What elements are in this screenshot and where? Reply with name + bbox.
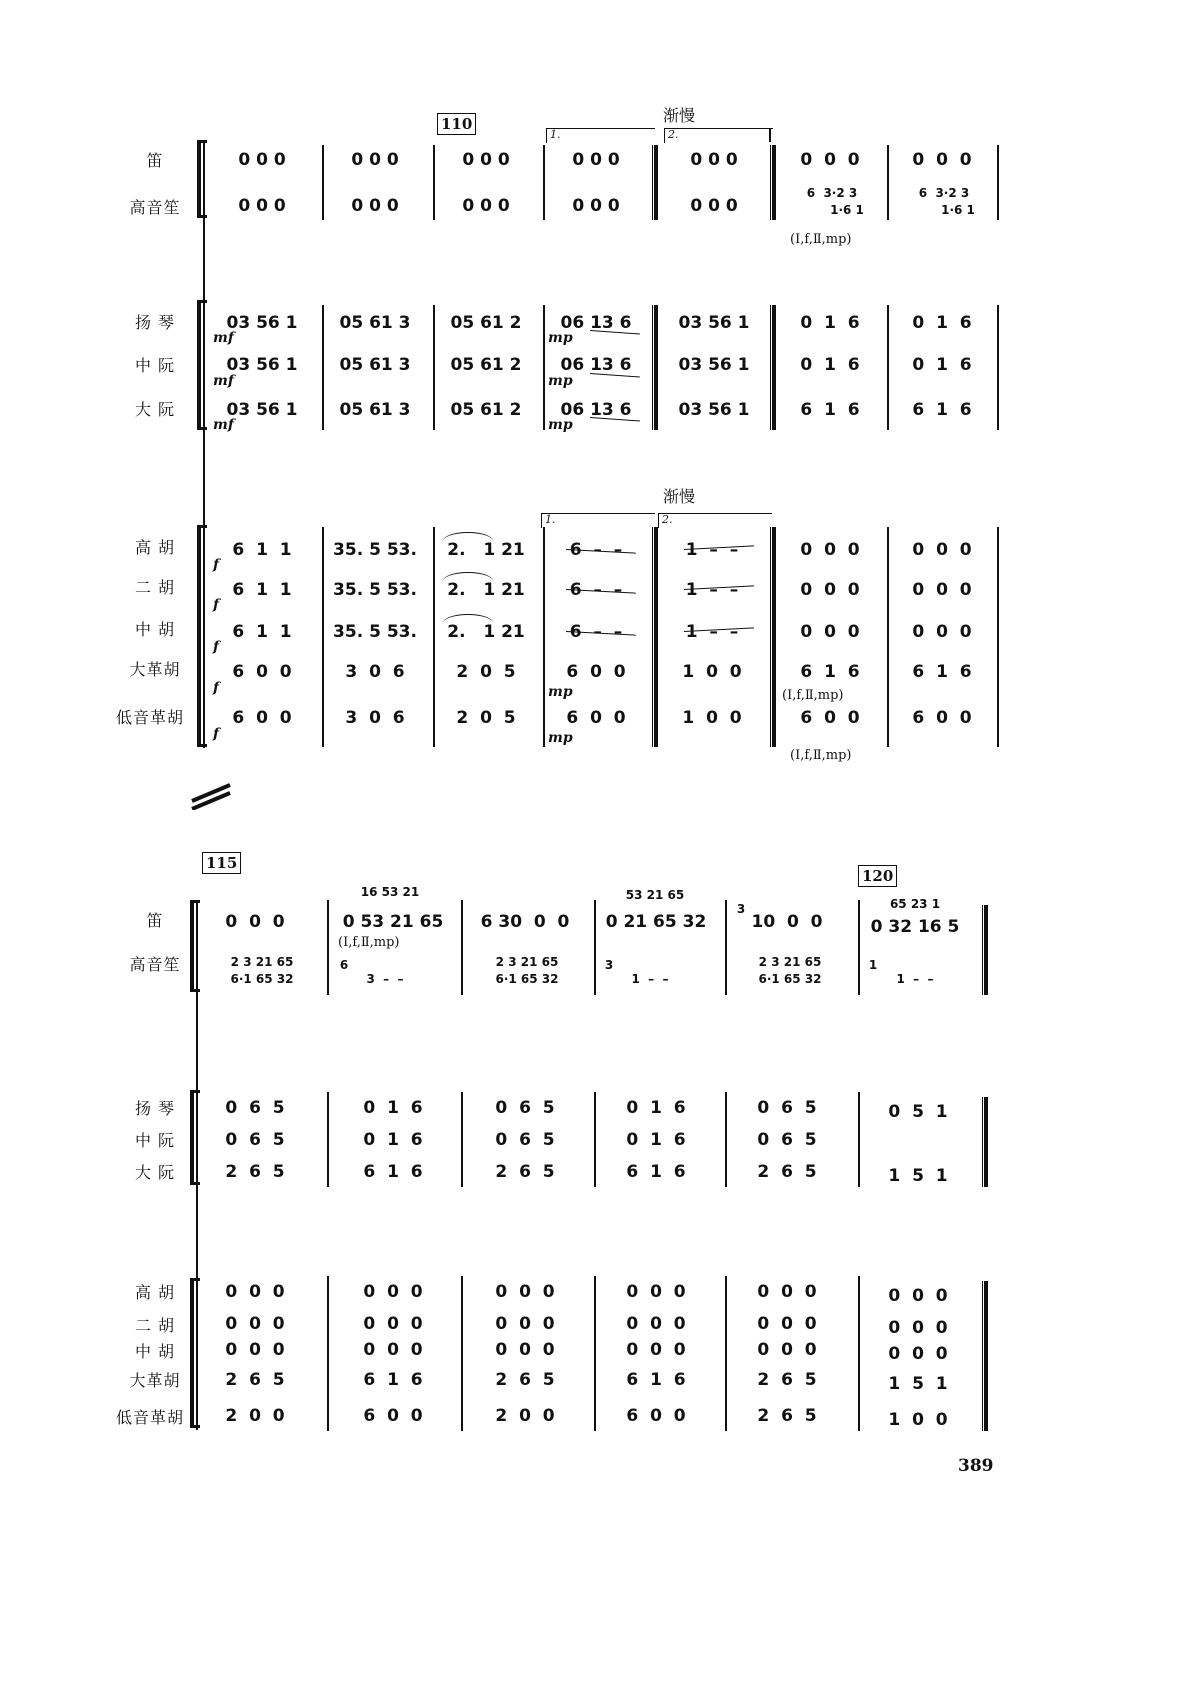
dynamic-mf: mf — [213, 373, 234, 389]
dynamic-f: f — [213, 639, 220, 655]
volta-second-ending: 2. — [664, 128, 773, 143]
measure-zhonghu-117: 0 0 0 — [495, 1340, 555, 1360]
label-gaohu: 高 胡 — [134, 1283, 176, 1302]
measure-diyingehu-4: 6 0 0 — [566, 708, 626, 728]
measure-zhonghu-116: 0 0 0 — [363, 1340, 423, 1360]
label-gaohu: 高 胡 — [134, 538, 176, 557]
system-separator — [190, 775, 240, 810]
measure-gaohu-119: 0 0 0 — [757, 1282, 817, 1302]
measure-sheng-119: 6·1 65 32 — [758, 972, 822, 986]
rehearsal-mark-110: 110 — [437, 113, 476, 135]
measure-daruan-120: 1 5 1 — [888, 1166, 948, 1186]
measure-sheng-top-120: 1 — [868, 958, 878, 972]
double-barline — [770, 305, 776, 430]
measure-di-118: 0 21 65 32 — [605, 912, 707, 932]
measure-dagehu-115: 2 6 5 — [225, 1370, 285, 1390]
measure-yangqin-119: 0 6 5 — [757, 1098, 817, 1118]
measure-zhonghu-4: 6 – – — [569, 622, 623, 642]
measure-gaohu-117: 0 0 0 — [495, 1282, 555, 1302]
measure-sheng-top-118: 3 — [604, 958, 614, 972]
double-barline — [770, 527, 776, 747]
measure-zhongruan-116: 0 1 6 — [363, 1130, 423, 1150]
barline — [887, 145, 889, 220]
measure-zhonghu-118: 0 0 0 — [626, 1340, 686, 1360]
barline — [858, 1276, 860, 1431]
measure-daruan-2: 05 61 3 — [339, 400, 411, 420]
barline — [725, 1276, 727, 1431]
measure-erhu-1: 6 1 1 — [232, 580, 292, 600]
measure-di-1: 0 0 0 — [238, 150, 286, 170]
measure-di-3: 0 0 0 — [462, 150, 510, 170]
label-daruan: 大 阮 — [134, 1163, 176, 1182]
measure-di-6: 0 0 0 — [800, 150, 860, 170]
barline — [594, 1092, 596, 1187]
measure-zhongruan-1: 03 56 1 — [226, 355, 298, 375]
measure-sheng-7-low: 1·6 1 — [941, 203, 975, 217]
label-dagehu: 大革胡 — [129, 660, 181, 679]
measure-di-117: 6 30 0 0 — [480, 912, 570, 932]
group-bracket-winds — [197, 140, 207, 218]
measure-erhu-2: 35. 5 53. — [333, 580, 417, 600]
barline — [327, 900, 329, 995]
measure-zhonghu-1: 6 1 1 — [232, 622, 292, 642]
dynamic-mp: mp — [548, 330, 573, 346]
dynamic-mf: mf — [213, 417, 234, 433]
measure-yangqin-118: 0 1 6 — [626, 1098, 686, 1118]
measure-sheng-top-119: 2 3 21 65 — [758, 955, 822, 969]
measure-sheng-1: 0 0 0 — [238, 196, 286, 216]
measure-zhongruan-5: 03 56 1 — [678, 355, 750, 375]
rehearsal-mark-115: 115 — [202, 852, 241, 874]
measure-di-top-118: 53 21 65 — [625, 888, 685, 902]
final-barline — [982, 905, 988, 995]
barline — [433, 527, 435, 747]
barline — [461, 1276, 463, 1431]
volta-end-line — [769, 128, 771, 142]
group-bracket-winds — [190, 900, 200, 992]
barline — [327, 1276, 329, 1431]
barline — [997, 527, 999, 747]
measure-di-7: 0 0 0 — [912, 150, 972, 170]
measure-sheng-7: 6 3·2 3 — [918, 186, 970, 200]
label-di: 笛 — [146, 911, 164, 930]
measure-yangqin-2: 05 61 3 — [339, 313, 411, 333]
barline — [887, 527, 889, 747]
measure-diyingehu-6: 6 0 0 — [800, 708, 860, 728]
dynamic-f: f — [213, 726, 220, 742]
double-barline — [770, 145, 776, 220]
measure-diyingehu-2: 3 0 6 — [345, 708, 405, 728]
measure-daruan-3: 05 61 2 — [450, 400, 522, 420]
measure-zhonghu-3: 2. 1 21 — [447, 622, 525, 642]
label-zhonghu: 中 胡 — [134, 1342, 176, 1361]
measure-zhongruan-2: 05 61 3 — [339, 355, 411, 375]
dynamic-annotation: (Ⅰ,f,Ⅱ,mp) — [338, 935, 400, 950]
measure-daruan-119: 2 6 5 — [757, 1162, 817, 1182]
measure-yangqin-117: 0 6 5 — [495, 1098, 555, 1118]
measure-dagehu-3: 2 0 5 — [456, 662, 516, 682]
measure-di-5: 0 0 0 — [690, 150, 738, 170]
measure-zhonghu-119: 0 0 0 — [757, 1340, 817, 1360]
barline — [543, 305, 545, 430]
measure-zhonghu-2: 35. 5 53. — [333, 622, 417, 642]
dynamic-mp: mp — [548, 730, 573, 746]
label-diyingehu: 低音革胡 — [115, 1408, 184, 1427]
measure-gaohu-115: 0 0 0 — [225, 1282, 285, 1302]
label-dagehu: 大革胡 — [129, 1371, 181, 1390]
measure-yangqin-120: 0 5 1 — [888, 1102, 948, 1122]
measure-daruan-4: 06 13 6 — [560, 400, 632, 420]
measure-yangqin-7: 0 1 6 — [912, 313, 972, 333]
measure-zhongruan-119: 0 6 5 — [757, 1130, 817, 1150]
dynamic-mp: mp — [548, 373, 573, 389]
measure-di-115: 0 0 0 — [225, 912, 285, 932]
measure-daruan-118: 6 1 6 — [626, 1162, 686, 1182]
barline — [322, 527, 324, 747]
label-gaoyinsheng: 高音笙 — [129, 955, 181, 974]
rehearsal-mark-120: 120 — [858, 865, 897, 887]
measure-di-top-116: 16 53 21 — [360, 885, 420, 899]
label-yangqin: 扬 琴 — [134, 313, 176, 332]
measure-daruan-1: 03 56 1 — [226, 400, 298, 420]
measure-erhu-116: 0 0 0 — [363, 1314, 423, 1334]
measure-zhongruan-6: 0 1 6 — [800, 355, 860, 375]
measure-di-119: 10 0 0 — [751, 912, 823, 932]
measure-erhu-7: 0 0 0 — [912, 580, 972, 600]
measure-di-120: 0 32 16 5 — [870, 917, 960, 937]
measure-zhongruan-4: 06 13 6 — [560, 355, 632, 375]
page-number: 389 — [958, 1456, 994, 1476]
barline — [433, 145, 435, 220]
measure-gaohu-7: 0 0 0 — [912, 540, 972, 560]
barline — [594, 1276, 596, 1431]
measure-erhu-5: 1 – – — [685, 580, 739, 600]
slur — [443, 572, 493, 581]
measure-dagehu-4: 6 0 0 — [566, 662, 626, 682]
barline — [858, 900, 860, 995]
barline — [725, 900, 727, 995]
measure-dagehu-1: 6 0 0 — [232, 662, 292, 682]
measure-sheng-5: 0 0 0 — [690, 196, 738, 216]
measure-diyingehu-120: 1 0 0 — [888, 1410, 948, 1430]
measure-sheng-4: 0 0 0 — [572, 196, 620, 216]
measure-yangqin-4: 06 13 6 — [560, 313, 632, 333]
final-barline — [982, 1097, 988, 1187]
label-daruan: 大 阮 — [134, 400, 176, 419]
label-yangqin: 扬 琴 — [134, 1099, 176, 1118]
label-erhu: 二 胡 — [134, 1316, 176, 1335]
repeat-barline — [652, 145, 658, 220]
measure-diyingehu-118: 6 0 0 — [626, 1406, 686, 1426]
dynamic-mp: mp — [548, 417, 573, 433]
barline — [461, 900, 463, 995]
barline — [433, 305, 435, 430]
dynamic-annotation: (Ⅰ,f,Ⅱ,mp) — [782, 688, 844, 703]
measure-erhu-4: 6 – – — [569, 580, 623, 600]
measure-sheng-120: 1 – – — [896, 972, 934, 986]
measure-di-4: 0 0 0 — [572, 150, 620, 170]
measure-zhongruan-3: 05 61 2 — [450, 355, 522, 375]
measure-daruan-117: 2 6 5 — [495, 1162, 555, 1182]
volta-first-ending: 1. — [546, 128, 655, 143]
group-bracket-plucked — [197, 300, 207, 430]
measure-erhu-6: 0 0 0 — [800, 580, 860, 600]
measure-zhonghu-6: 0 0 0 — [800, 622, 860, 642]
measure-diyingehu-1: 6 0 0 — [232, 708, 292, 728]
measure-sheng-3: 0 0 0 — [462, 196, 510, 216]
measure-gaohu-120: 0 0 0 — [888, 1286, 948, 1306]
volta-second-ending: 2. — [658, 513, 772, 528]
barline — [594, 900, 596, 995]
barline — [322, 305, 324, 430]
label-zhongruan: 中 阮 — [134, 356, 176, 375]
measure-yangqin-1: 03 56 1 — [226, 313, 298, 333]
measure-zhongruan-115: 0 6 5 — [225, 1130, 285, 1150]
measure-sheng-top-117: 2 3 21 65 — [495, 955, 559, 969]
measure-diyingehu-3: 2 0 5 — [456, 708, 516, 728]
measure-dagehu-118: 6 1 6 — [626, 1370, 686, 1390]
measure-gaohu-2: 35. 5 53. — [333, 540, 417, 560]
barline — [997, 305, 999, 430]
measure-dagehu-7: 6 1 6 — [912, 662, 972, 682]
measure-gaohu-116: 0 0 0 — [363, 1282, 423, 1302]
measure-sheng-top-115: 2 3 21 65 — [230, 955, 294, 969]
measure-dagehu-116: 6 1 6 — [363, 1370, 423, 1390]
measure-erhu-117: 0 0 0 — [495, 1314, 555, 1334]
measure-sheng-116: 3 – – — [366, 972, 404, 986]
barline — [327, 1092, 329, 1187]
measure-diyingehu-7: 6 0 0 — [912, 708, 972, 728]
measure-zhonghu-120: 0 0 0 — [888, 1344, 948, 1364]
measure-sheng-118: 1 – – — [631, 972, 669, 986]
measure-yangqin-115: 0 6 5 — [225, 1098, 285, 1118]
measure-yangqin-6: 0 1 6 — [800, 313, 860, 333]
measure-zhonghu-115: 0 0 0 — [225, 1340, 285, 1360]
dynamic-f: f — [213, 597, 220, 613]
measure-yangqin-5: 03 56 1 — [678, 313, 750, 333]
measure-gaohu-5: 1 – – — [685, 540, 739, 560]
measure-gaohu-4: 6 – – — [569, 540, 623, 560]
measure-diyingehu-117: 2 0 0 — [495, 1406, 555, 1426]
label-zhongruan: 中 阮 — [134, 1131, 176, 1150]
barline — [543, 527, 545, 747]
label-gaoyinsheng: 高音笙 — [129, 198, 181, 217]
barline — [997, 145, 999, 220]
measure-gaohu-6: 0 0 0 — [800, 540, 860, 560]
measure-erhu-119: 0 0 0 — [757, 1314, 817, 1334]
measure-dagehu-6: 6 1 6 — [800, 662, 860, 682]
tempo-marking-strings: 渐慢 — [663, 487, 696, 506]
label-diyingehu: 低音革胡 — [115, 708, 184, 727]
dynamic-annotation: (Ⅰ,f,Ⅱ,mp) — [790, 748, 852, 763]
dynamic-mf: mf — [213, 330, 234, 346]
measure-dagehu-117: 2 6 5 — [495, 1370, 555, 1390]
barline — [858, 1092, 860, 1187]
dynamic-f: f — [213, 680, 220, 696]
measure-zhongruan-118: 0 1 6 — [626, 1130, 686, 1150]
barline — [887, 305, 889, 430]
measure-gaohu-1: 6 1 1 — [232, 540, 292, 560]
measure-sheng-2: 0 0 0 — [351, 196, 399, 216]
measure-sheng-6-low: 1·6 1 — [830, 203, 864, 217]
measure-zhongruan-117: 0 6 5 — [495, 1130, 555, 1150]
measure-diyingehu-119: 2 6 5 — [757, 1406, 817, 1426]
measure-diyingehu-115: 2 0 0 — [225, 1406, 285, 1426]
measure-yangqin-116: 0 1 6 — [363, 1098, 423, 1118]
measure-dagehu-119: 2 6 5 — [757, 1370, 817, 1390]
barline — [543, 145, 545, 220]
measure-dagehu-120: 1 5 1 — [888, 1374, 948, 1394]
slur — [443, 614, 493, 623]
measure-gaohu-118: 0 0 0 — [626, 1282, 686, 1302]
group-bracket-strings — [197, 525, 207, 747]
repeat-barline — [652, 527, 658, 747]
repeat-barline — [652, 305, 658, 430]
measure-di-top-119: 3 — [736, 902, 746, 916]
measure-daruan-7: 6 1 6 — [912, 400, 972, 420]
measure-zhongruan-7: 0 1 6 — [912, 355, 972, 375]
barline — [725, 1092, 727, 1187]
measure-daruan-6: 6 1 6 — [800, 400, 860, 420]
measure-erhu-3: 2. 1 21 — [447, 580, 525, 600]
measure-diyingehu-5: 1 0 0 — [682, 708, 742, 728]
measure-sheng-top-116: 6 — [339, 958, 349, 972]
label-erhu: 二 胡 — [134, 578, 176, 597]
measure-erhu-118: 0 0 0 — [626, 1314, 686, 1334]
measure-diyingehu-116: 6 0 0 — [363, 1406, 423, 1426]
measure-zhonghu-7: 0 0 0 — [912, 622, 972, 642]
measure-di-2: 0 0 0 — [351, 150, 399, 170]
measure-yangqin-3: 05 61 2 — [450, 313, 522, 333]
measure-gaohu-3: 2. 1 21 — [447, 540, 525, 560]
barline — [461, 1092, 463, 1187]
tempo-marking: 渐慢 — [663, 106, 696, 125]
volta-first-ending: 1. — [541, 513, 655, 528]
measure-sheng-117: 6·1 65 32 — [495, 972, 559, 986]
measure-erhu-115: 0 0 0 — [225, 1314, 285, 1334]
label-di: 笛 — [146, 151, 164, 170]
measure-sheng-115: 6·1 65 32 — [230, 972, 294, 986]
measure-erhu-120: 0 0 0 — [888, 1318, 948, 1338]
measure-daruan-115: 2 6 5 — [225, 1162, 285, 1182]
group-bracket-plucked — [190, 1090, 200, 1185]
measure-zhonghu-5: 1 – – — [685, 622, 739, 642]
measure-dagehu-5: 1 0 0 — [682, 662, 742, 682]
measure-daruan-116: 6 1 6 — [363, 1162, 423, 1182]
dynamic-annotation: (Ⅰ,f,Ⅱ,mp) — [790, 232, 852, 247]
measure-daruan-5: 03 56 1 — [678, 400, 750, 420]
label-zhonghu: 中 胡 — [134, 620, 176, 639]
group-bracket-strings — [190, 1278, 200, 1428]
measure-di-116: 0 53 21 65 — [342, 912, 444, 932]
slur — [443, 532, 493, 541]
barline — [322, 145, 324, 220]
final-barline — [982, 1281, 988, 1431]
dynamic-mp: mp — [548, 684, 573, 700]
dynamic-f: f — [213, 557, 220, 573]
measure-dagehu-2: 3 0 6 — [345, 662, 405, 682]
measure-sheng-6: 6 3·2 3 — [806, 186, 858, 200]
measure-di-top-120: 65 23 1 — [889, 897, 941, 911]
